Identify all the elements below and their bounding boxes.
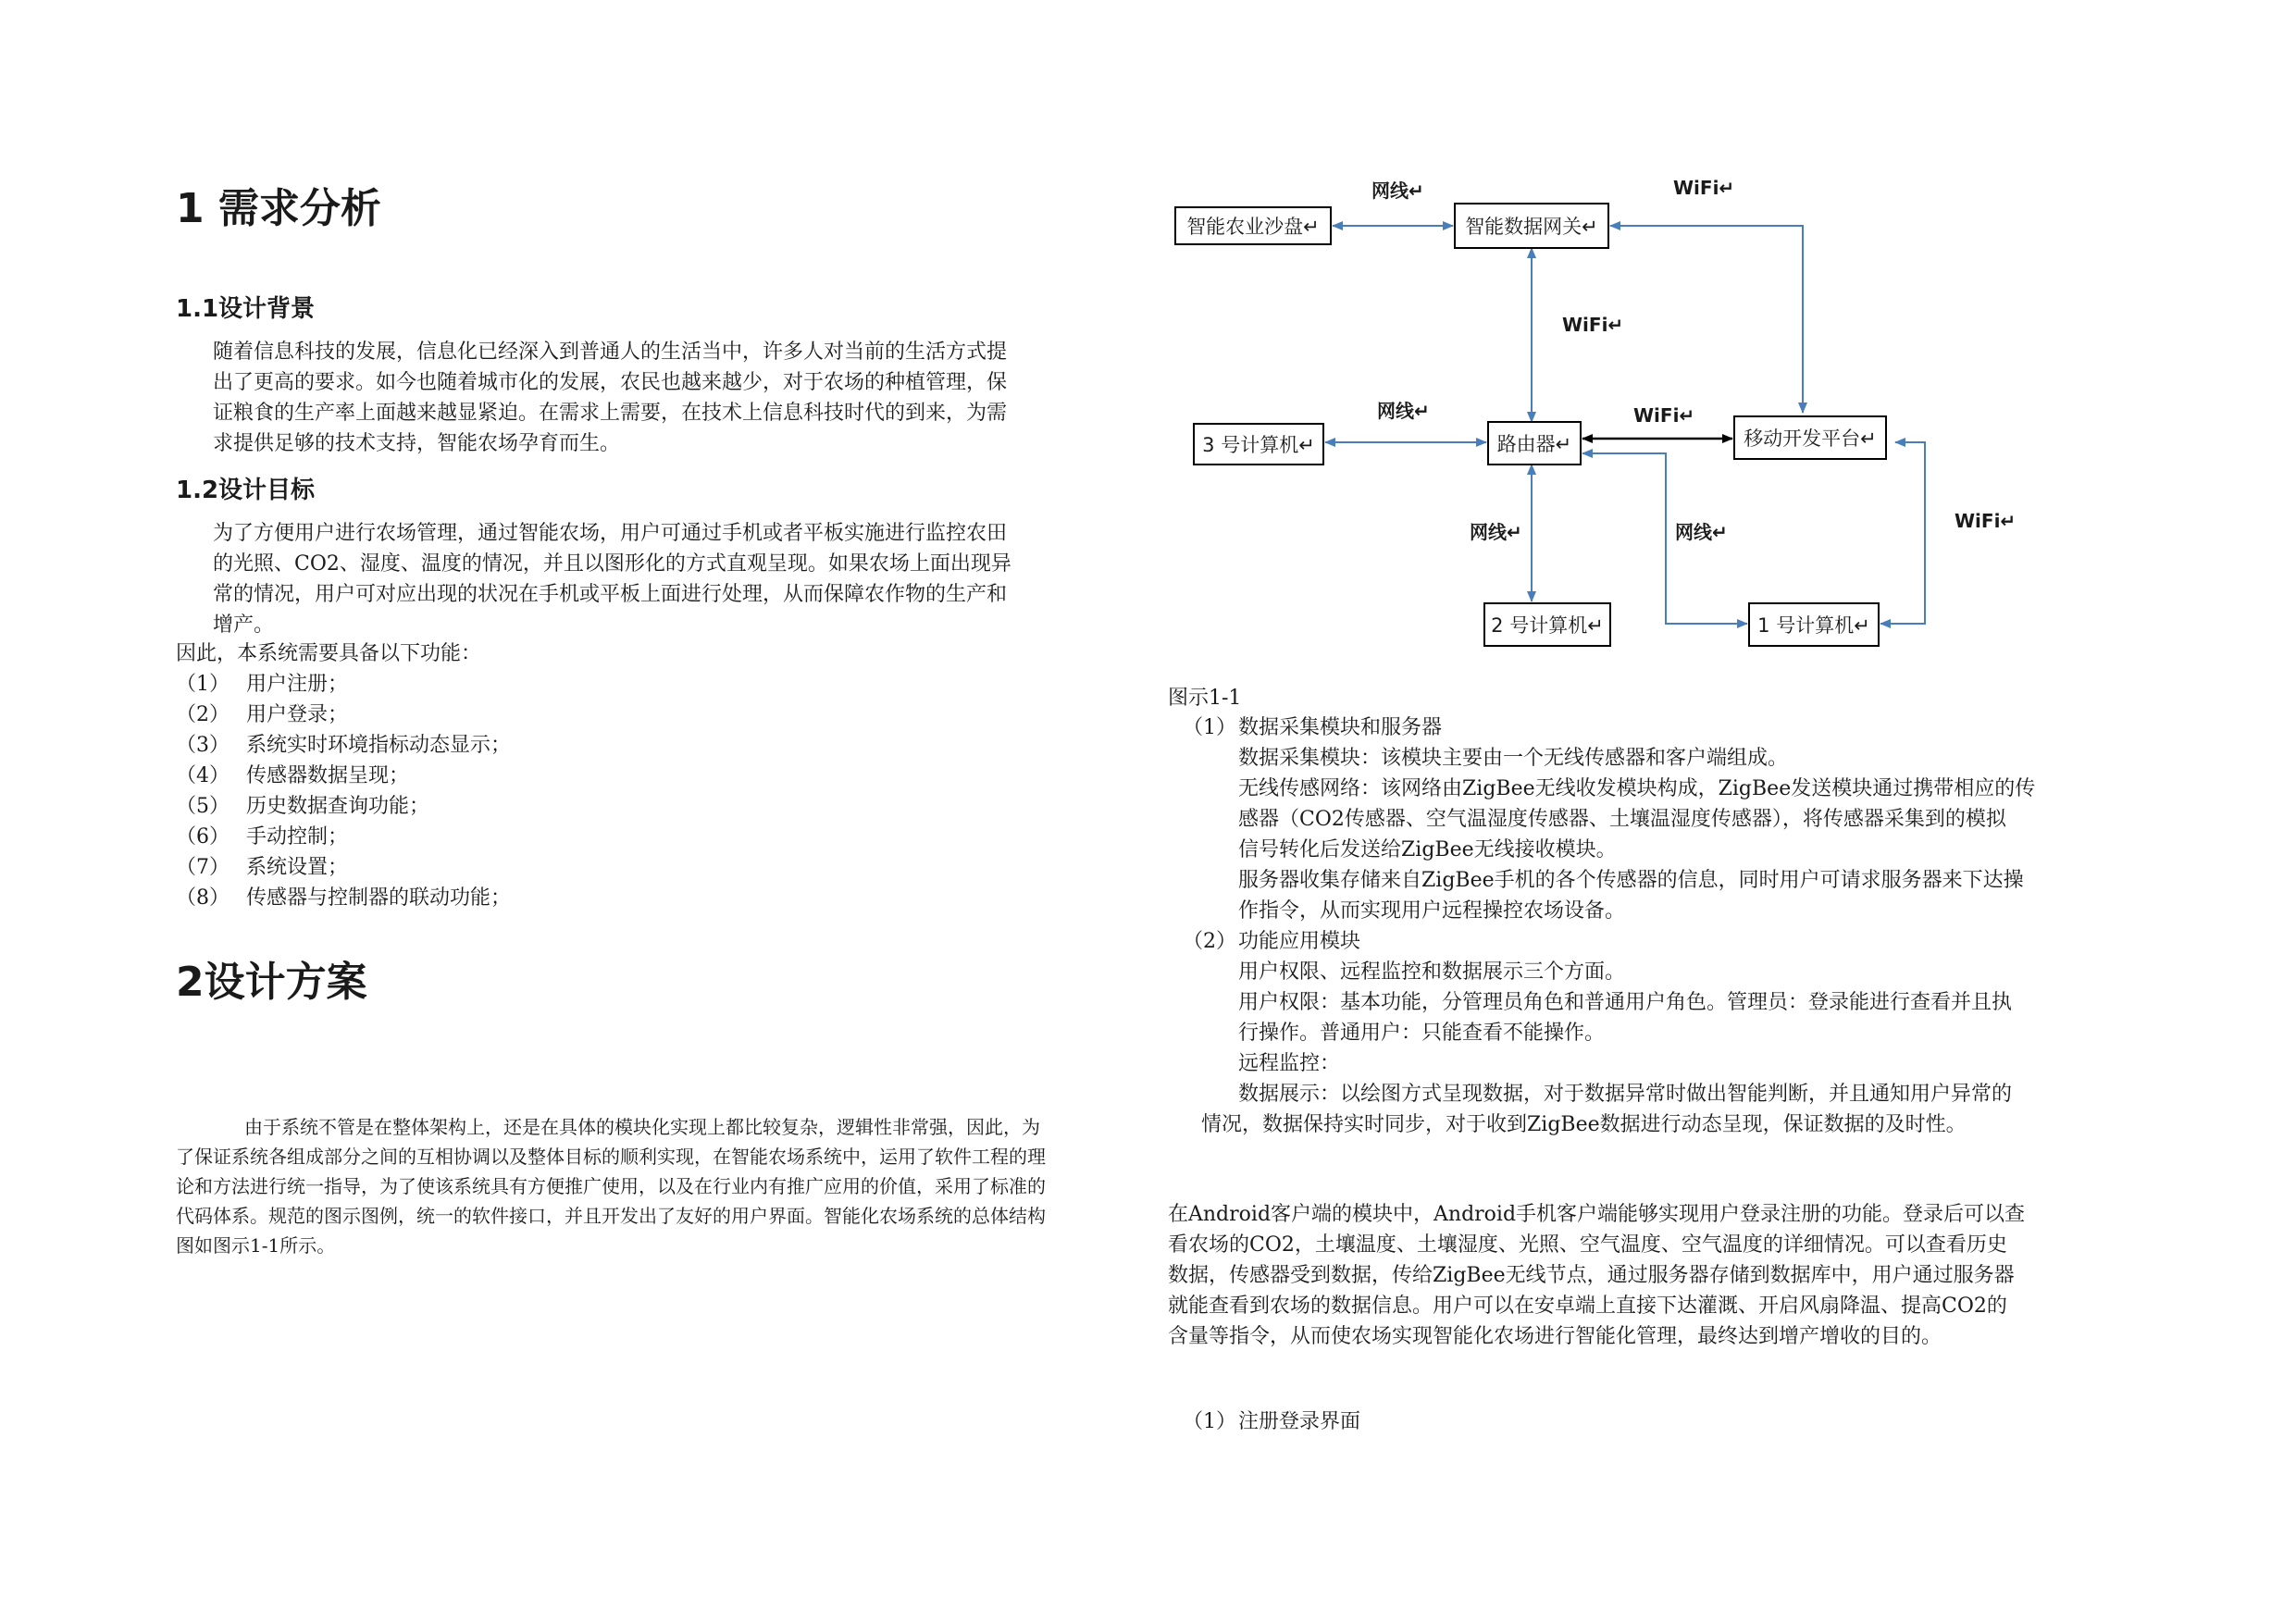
edge-label-gateway-router: WiFi↵ — [1562, 314, 1624, 336]
text-line: 作指令，从而实现用户远程操控农场设备。 — [1238, 899, 1626, 923]
node-mobile-label: 移动开发平台↵ — [1744, 427, 1877, 450]
list-item: （1） 用户注册； — [176, 673, 349, 696]
text-line: 无线传感网络：该网络由ZigBee无线收发模块构成，ZigBee发送模块通过携带相应的传 — [1238, 777, 2036, 800]
text-line: 的光照、CO2、湿度、温度的情况，并且以图形化的方式直观呈现。如果农场上面出现异 — [213, 552, 1011, 576]
node-router-label: 路由器↵ — [1496, 433, 1572, 455]
figure-caption: 图示1-1 — [1168, 687, 1242, 710]
list-item: （6） 手动控制； — [176, 825, 349, 849]
list-item: （2） 用户登录； — [176, 703, 349, 726]
section-title-design: 2设计方案 — [176, 959, 367, 1006]
subsection-title-background: 1.1设计背景 — [176, 295, 316, 323]
subsection-title-goal: 1.2设计目标 — [176, 477, 316, 504]
node-gateway-label: 智能数据网关↵ — [1465, 216, 1598, 238]
edge-label-router-pc1: 网线↵ — [1675, 521, 1728, 543]
list-item: （8） 传感器与控制器的联动功能； — [176, 886, 512, 910]
function-module-paragraph — [1238, 957, 2127, 1109]
android-paragraph — [1168, 1199, 2112, 1352]
edge-label-router-pc2: 网线↵ — [1470, 521, 1522, 543]
text-line: 感器（CO2传感器、空气温湿度传感器、土壤温湿度传感器），将传感器采集到的模拟 — [1238, 808, 2006, 831]
text-line: 为了方便用户进行农场管理，通过智能农场，用户可通过手机或者平板实施进行监控农田 — [213, 522, 1008, 545]
functions-intro: 因此，本系统需要具备以下功能： — [176, 642, 482, 665]
item-number: （2） — [1183, 930, 1236, 953]
node-pc2-label: 2 号计算机↵ — [1491, 614, 1604, 637]
item-title: 注册登录界面 — [1238, 1410, 1361, 1433]
text-line: 由于系统不管是在整体架构上，还是在具体的模块化实现上都比较复杂，逻辑性非常强，因此，为 — [244, 1116, 1040, 1138]
text-line: 看农场的CO2，土壤温度、土壤湿度、光照、空气温度、空气温度的详细情况。可以查看历史 — [1168, 1233, 2007, 1257]
node-pc1-label: 1 号计算机↵ — [1757, 614, 1870, 637]
text-line: 增产。 — [213, 613, 275, 637]
node-sandbox-label: 智能农业沙盘↵ — [1186, 216, 1320, 238]
design-paragraph — [176, 1112, 1148, 1260]
list-item: （4） 传感器数据呈现； — [176, 764, 410, 787]
text-line: 数据采集模块：该模块主要由一个无线传感器和客户端组成。 — [1238, 747, 1789, 770]
edge-gateway-mobile — [1610, 226, 1803, 413]
text-line: 用户权限：基本功能，分管理员角色和普通用户角色。管理员：登录能进行查看并且执 — [1238, 991, 2013, 1014]
edge-label-sandbox-gateway: 网线↵ — [1371, 180, 1424, 202]
text-line: 信号转化后发送给ZigBee无线接收模块。 — [1238, 838, 1617, 861]
text-line: 情况，数据保持实时同步，对于收到ZigBee数据进行动态呈现，保证数据的及时性。 — [1201, 1113, 1967, 1136]
text-line: 就能查看到农场的数据信息。用户可以在安卓端上直接下达灌溉、开启风扇降温、提高CO2的 — [1168, 1295, 2007, 1318]
node-pc3-label: 3 号计算机↵ — [1202, 434, 1315, 456]
edge-label-router-mobile: WiFi↵ — [1633, 404, 1695, 427]
text-line: 用户权限、远程监控和数据展示三个方面。 — [1238, 960, 1626, 984]
item-number: （1） — [1183, 1410, 1236, 1433]
text-line: 出了更高的要求。如今也随着城市化的发展，农民也越来越少，对于农场的种植管理，保 — [213, 371, 1008, 394]
text-line: 服务器收集存储来自ZigBee手机的各个传感器的信息，同时用户可请求服务器来下达操 — [1238, 869, 2024, 892]
goal-paragraph — [213, 518, 1148, 640]
text-line: 论和方法进行统一指导，为了使该系统具有方便推广使用，以及在行业内有推广应用的价值，采用了标准的 — [176, 1175, 1046, 1197]
edge-label-pc3-router: 网线↵ — [1377, 400, 1430, 422]
edge-mobile-pc1 — [1880, 442, 1925, 624]
item-number: （1） — [1183, 716, 1236, 739]
list-item: （7） 系统设置； — [176, 856, 349, 879]
text-line: 行操作。普通用户：只能查看不能操作。 — [1238, 1022, 1606, 1045]
text-line: 代码体系。规范的图示图例，统一的软件接口，并且开发出了友好的用户界面。智能化农场系统的总体结构 — [176, 1205, 1046, 1227]
text-line: 数据展示：以绘图方式呈现数据，对于数据异常时做出智能判断，并且通知用户异常的 — [1238, 1083, 2013, 1106]
edge-label-mobile-pc1: WiFi↵ — [1955, 510, 2017, 532]
system-architecture-diagram — [1166, 167, 2147, 666]
data-collection-paragraph — [1238, 743, 2127, 926]
text-line: 了保证系统各组成部分之间的互相协调以及整体目标的顺利实现，在智能农场系统中，运用了软件工程的理 — [176, 1146, 1046, 1168]
edge-label-gateway-mobile: WiFi↵ — [1673, 177, 1735, 199]
item-title: 数据采集模块和服务器 — [1238, 716, 1443, 739]
item-title: 功能应用模块 — [1238, 930, 1361, 953]
text-line: 远程监控： — [1238, 1052, 1341, 1075]
background-paragraph — [213, 337, 1148, 459]
text-line: 证粮食的生产率上面越来越显紧迫。在需求上需要，在技术上信息科技时代的到来，为需 — [213, 402, 1008, 425]
text-line: 随着信息科技的发展，信息化已经深入到普通人的生活当中，许多人对当前的生活方式提 — [213, 341, 1008, 364]
section-title-requirements: 1 需求分析 — [176, 185, 381, 232]
text-line: 常的情况，用户可对应出现的状况在手机或平板上面进行处理，从而保障农作物的生产和 — [213, 583, 1008, 606]
text-line: 在Android客户端的模块中，Android手机客户端能够实现用户登录注册的功能。登录后可以查 — [1168, 1203, 2026, 1226]
list-item: （5） 历史数据查询功能； — [176, 795, 430, 818]
list-item: （3） 系统实时环境指标动态显示； — [176, 734, 512, 757]
text-line: 含量等指令，从而使农场实现智能化农场进行智能化管理，最终达到增产增收的目的。 — [1168, 1325, 1942, 1348]
text-line: 图如图示1-1所示。 — [176, 1234, 336, 1257]
text-line: 数据，传感器受到数据，传给ZigBee无线节点，通过服务器存储到数据库中，用户通过服务器 — [1168, 1264, 2015, 1287]
text-line: 求提供足够的技术支持，智能农场孕育而生。 — [213, 432, 621, 455]
